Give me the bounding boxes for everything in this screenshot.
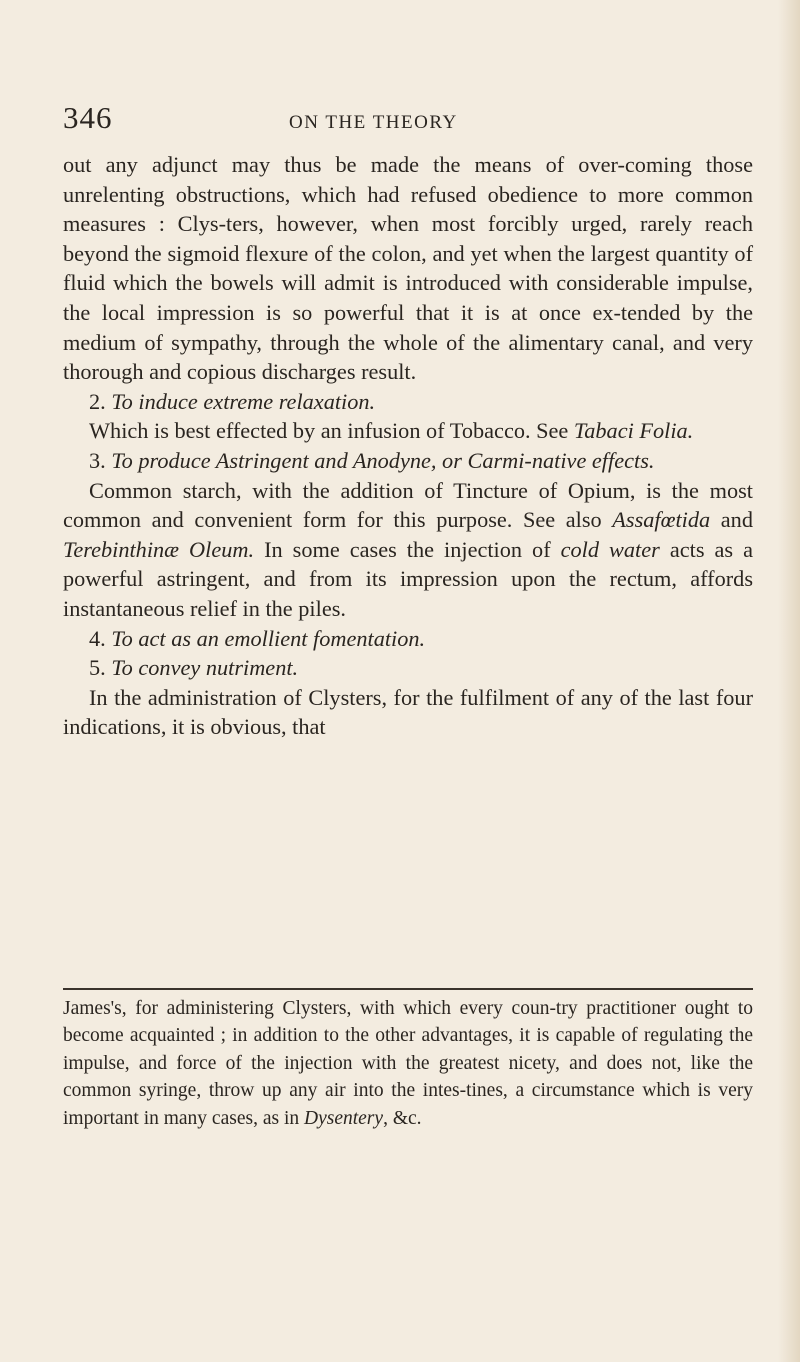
item-5-title: To convey nutriment. — [111, 655, 299, 681]
footnote-end: , &c. — [383, 1107, 422, 1129]
main-text — [63, 150, 753, 742]
paragraph-1-text: out any adjunct may thus be made the means of over-coming those unrelenting obstructions, which had refused obedience to more common measures : Clys-ters, however, when most forcibly urged, rarely reach beyond the sigmoid flexure of the colon, and yet when the largest quantity of fluid which the bowels will admit is introduced with considerable impulse, the local impression is so powerful that it is at once ex-tended by the medium of sympathy, through the whole of the alimentary canal, and very thorough and copious discharges result. — [63, 152, 753, 385]
paragraph-2 — [63, 416, 753, 446]
reference-assafoetida: Assafœtida — [612, 507, 711, 533]
reference-tabaci-folia: Tabaci Folia. — [573, 418, 694, 444]
running-head: ON THE THEORY — [289, 112, 458, 133]
paragraph-3-and: and — [710, 507, 753, 533]
item-5-heading — [63, 653, 753, 683]
paragraph-3-text-b: In some cases the injection of — [254, 536, 561, 562]
item-4-heading — [63, 624, 753, 654]
page-edge-shadow — [778, 0, 800, 1362]
item-3-title: To produce Astringent and Anodyne, or Carmi-native effects. — [111, 447, 655, 473]
footnote-paragraph — [63, 995, 753, 1132]
reference-cold-water: cold water — [560, 536, 660, 562]
item-2-number: 2. — [89, 388, 106, 414]
item-2-title: To induce extreme relaxation. — [111, 388, 376, 414]
footnote-reference-dysentery: Dysentery — [304, 1107, 384, 1129]
item-4-title: To act as an emollient fomentation. — [111, 625, 426, 651]
paragraph-3 — [63, 476, 753, 624]
item-3-number: 3. — [89, 447, 106, 473]
paragraph-2-text: Which is best effected by an infusion of Tobacco. See — [89, 418, 574, 444]
paragraph-4 — [63, 683, 753, 742]
item-5-number: 5. — [89, 655, 106, 681]
item-4-number: 4. — [89, 625, 106, 651]
item-2-heading — [63, 387, 753, 417]
page-number: 346 — [63, 100, 113, 135]
footnote-divider — [63, 988, 753, 990]
paragraph-3-text-a: Common starch, with the addition of Tincture of Opium, is the most common and convenient form for this purpose. See also — [63, 477, 753, 533]
paragraph-1 — [63, 150, 753, 387]
footnote-text: James's, for administering Clysters, with which every coun-try practitioner ought to become acquainted ; in addition to the other advantages, it is capable of regulating the impulse, and force of the injection with the greatest nicety, and does not, like the common syringe, throw up any air into the intes-tines, a circumstance which is very important in many cases, as in — [63, 998, 753, 1129]
reference-terebinthinae-oleum: Terebinthinæ Oleum. — [63, 536, 255, 562]
paragraph-4-text: In the administration of Clysters, for the fulfilment of any of the last four indications, it is obvious, that — [63, 684, 753, 740]
item-3-heading — [63, 446, 753, 476]
paragraph-3-text-c: acts as a powerful astringent, and from its impression upon the rectum, affords instantaneous relief in the piles. — [63, 536, 753, 621]
page-header — [63, 100, 753, 140]
footnote — [63, 995, 753, 1132]
